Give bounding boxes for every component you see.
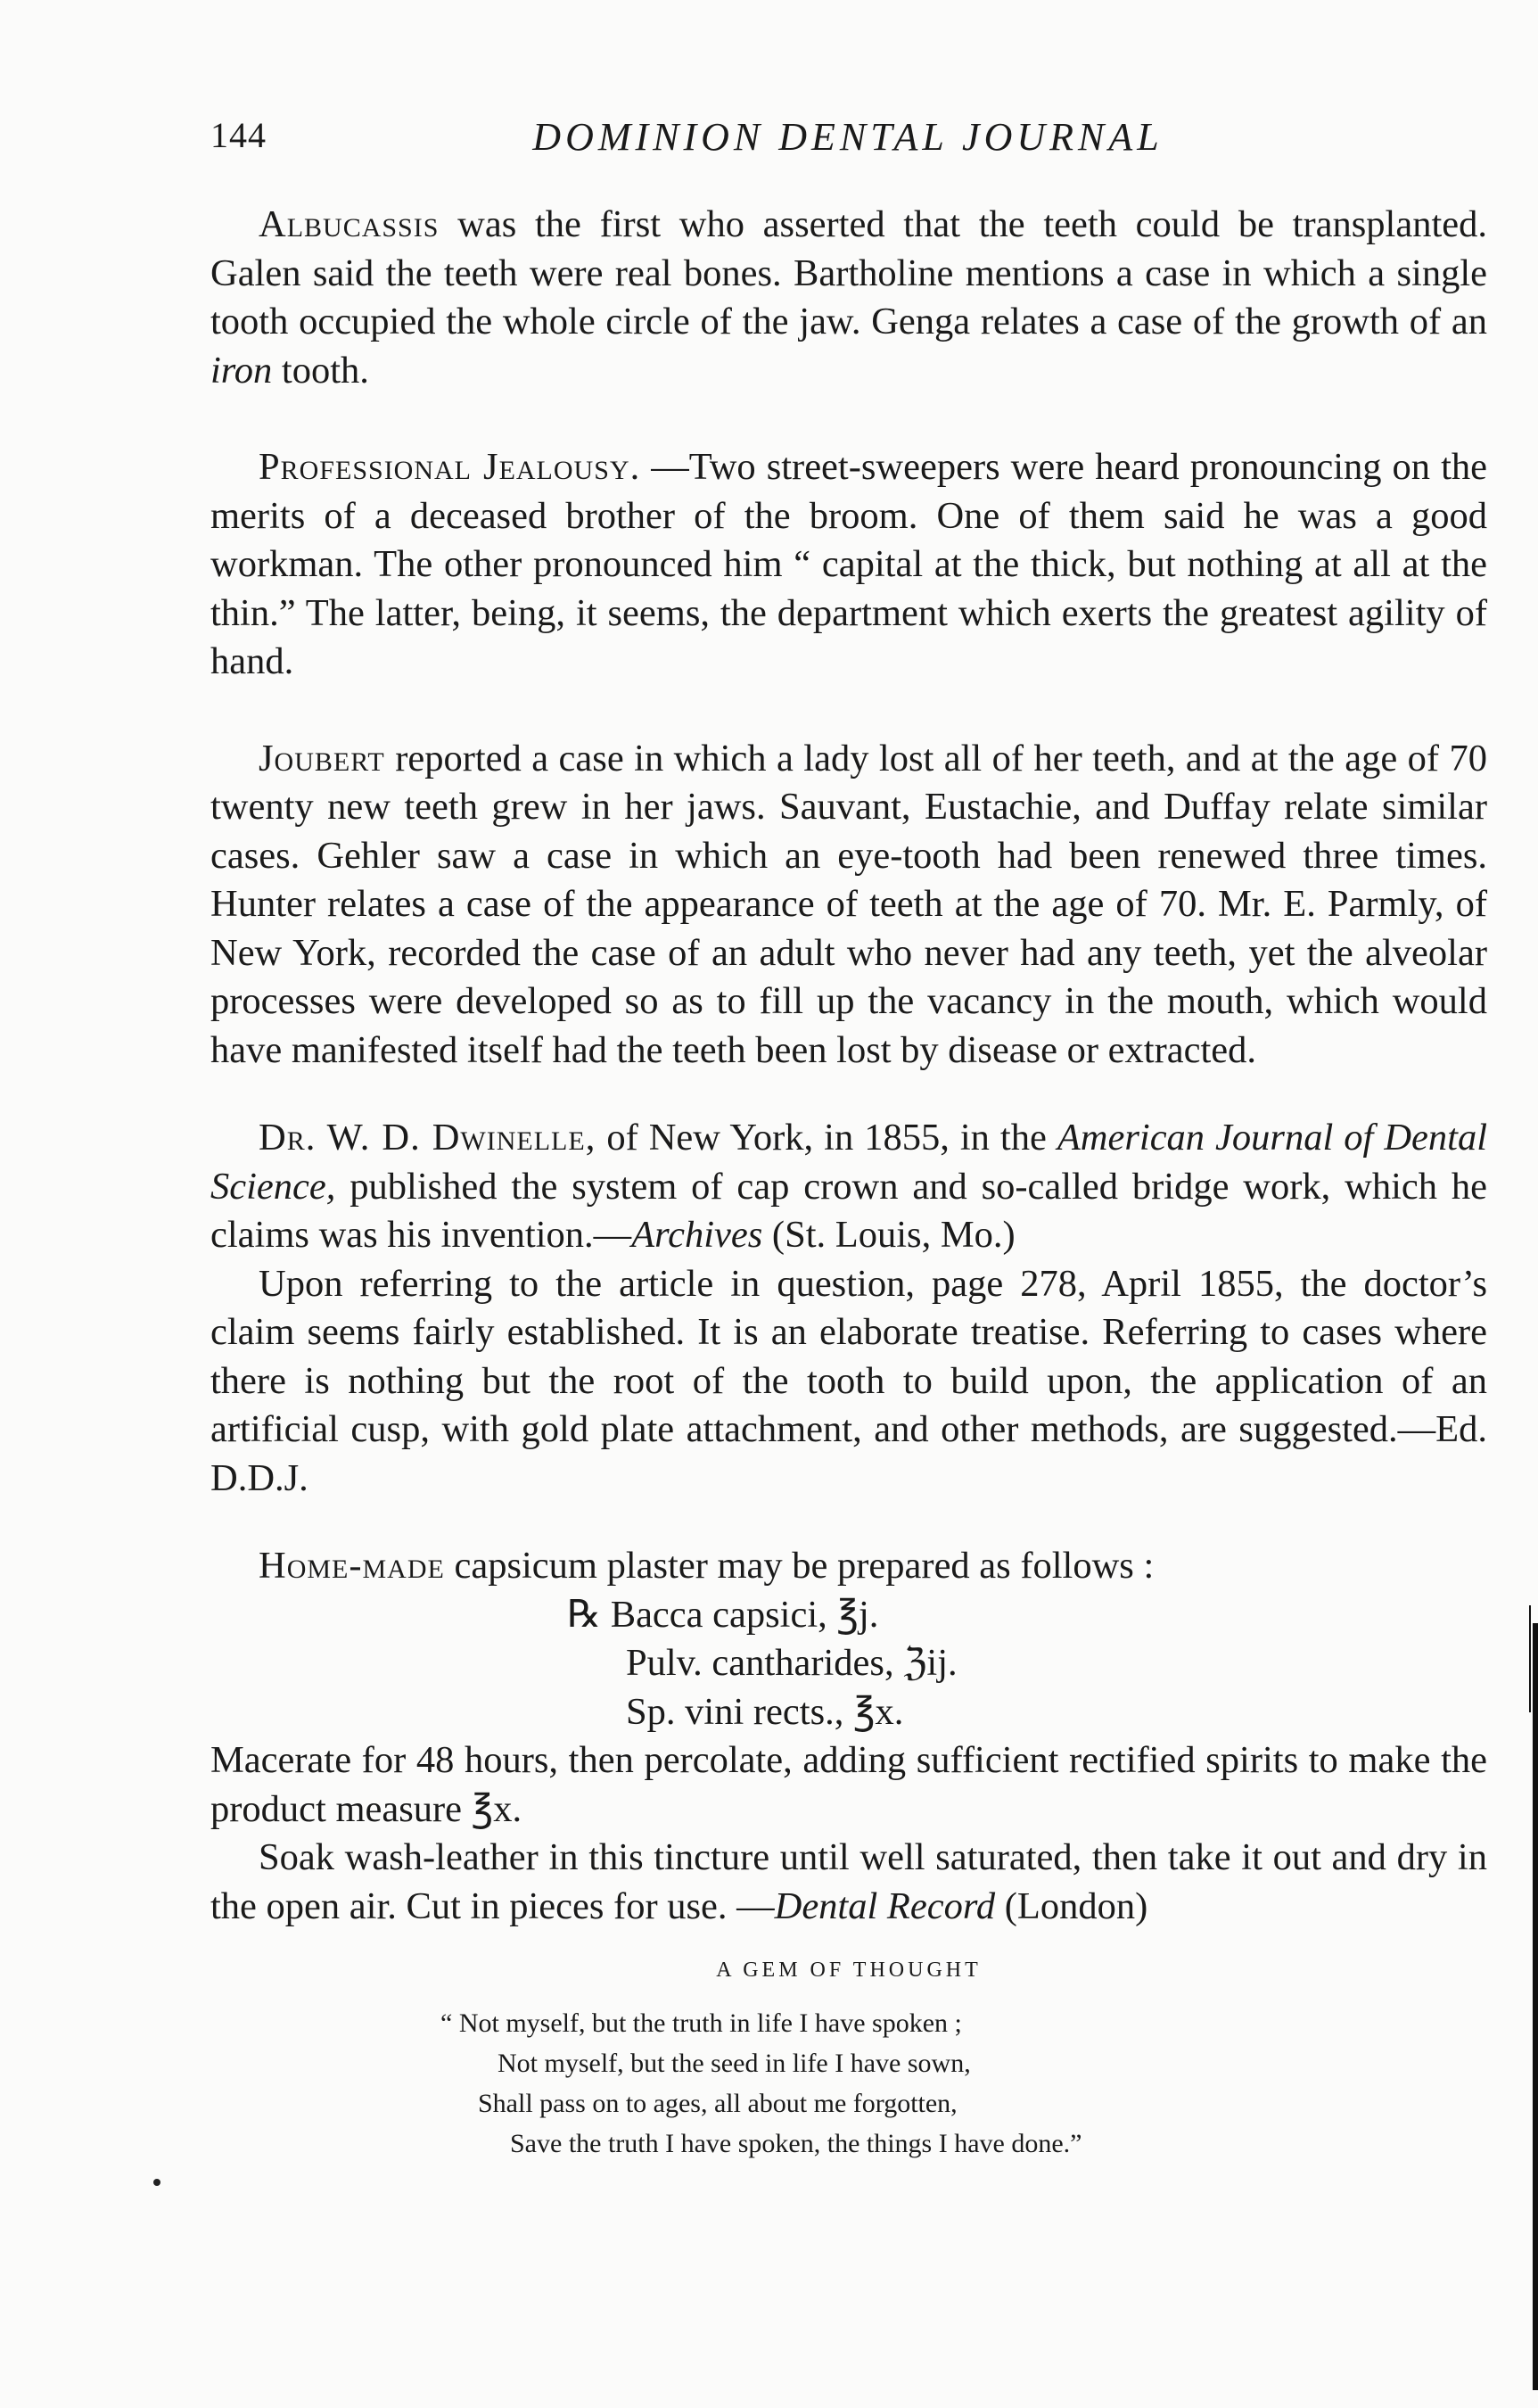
paragraph-text: —Two street-sweepers were heard pronouncing on the merits of a deceased brother of the broom. One of them said he was a good workman. The other pronounced him “ capital at the thick, but nothing at all at the thin.” The latter, being, it seems, the department which exerts the greatest agility of hand. [210, 446, 1487, 682]
poem-line: “ Not myself, but the truth in life I have spoken ; [440, 2008, 962, 2038]
paragraph-referring: Upon referring to the article in question, page 278, April 1855, the doctor’s claim seems fairly established. It is an elaborate treatise. Referring to cases where there is nothing but the root of the tooth to build upon, the application of an artificial cusp, with gold plate attachment, and other methods, are suggested.—Ed. D.D.J. [210, 1262, 1487, 1499]
lead-word: Home-made [259, 1545, 445, 1587]
paragraph-plaster [210, 1542, 1487, 1591]
lead-name: Dr. W. D. Dwinelle, [259, 1117, 596, 1159]
scan-edge-shadow [1533, 1623, 1538, 2390]
scan-edge-line [1529, 1605, 1531, 1712]
paragraph-soak [210, 1834, 1487, 1931]
running-title: DOMINION DENTAL JOURNAL [532, 115, 1164, 159]
paragraph-joubert [210, 735, 1487, 1076]
page-number: 144 [210, 115, 267, 155]
paragraph-dwinelle [210, 1114, 1487, 1260]
lead-heading: Professional Jealousy. [259, 446, 641, 488]
paragraph-macerate: Macerate for 48 hours, then percolate, adding sufficient rectified spirits to make the product measure ℥x. [210, 1739, 1487, 1830]
italic-word: iron [210, 349, 273, 392]
paragraph-professional-jealousy [210, 443, 1487, 687]
paragraph-text: of New York, in 1855, in the [596, 1117, 1057, 1159]
article-body [210, 201, 1487, 2164]
paragraph-text: (London) [995, 1884, 1148, 1927]
paragraph-text: published the system of cap crown and so-called bridge work, which he claims was his invention.— [210, 1165, 1487, 1256]
paragraph-text: capsicum plaster may be prepared as follows : [444, 1545, 1155, 1587]
journal-title: American Journal of Dental Science, [210, 1117, 1488, 1208]
paragraph-text: (St. Louis, Mo.) [762, 1214, 1016, 1256]
lead-word: Albucassis [259, 203, 440, 245]
scan-speck [153, 2179, 160, 2186]
source-title: Archives [631, 1214, 763, 1256]
spacer [210, 395, 1487, 443]
recipe-item: ℞ Bacca capsici, ℥j. [567, 1593, 879, 1636]
source-title: Dental Record [774, 1884, 996, 1927]
recipe-item: Sp. vini rects., ℥x. [626, 1690, 904, 1733]
poem-title: A GEM OF THOUGHT [716, 1959, 982, 1982]
recipe-item: Pulv. cantharides, ℨij. [626, 1642, 958, 1684]
paragraph-text: tooth. [272, 349, 369, 392]
spacer [210, 1075, 1487, 1114]
page-header [210, 114, 1485, 168]
spacer [210, 687, 1487, 735]
lead-word: Joubert [259, 737, 385, 779]
poem-line: Not myself, but the seed in life I have sown, [498, 2049, 971, 2078]
paragraph-albucassis [210, 201, 1487, 395]
poem [210, 1950, 1487, 2164]
paragraph-text: was the first who asserted that the teeth could be transplanted. Galen said the teeth were real bones. Bartholine mentions a case in which a single tooth occupied the whole circle of the jaw. Genga relates a case of the growth of an [210, 203, 1487, 342]
poem-line: Save the truth I have spoken, the things I have done.” [510, 2129, 1082, 2158]
poem-line: Shall pass on to ages, all about me forgotten, [478, 2089, 958, 2118]
spacer [210, 1503, 1487, 1542]
paragraph-text: reported a case in which a lady lost all of her teeth, and at the age of 70 twenty new teeth grew in her jaws. Sauvant, Eustachie, and Duffay relate similar cases. Gehler saw a case in which an eye-tooth had been renewed three times. Hunter relates a case of the appearance of teeth at the age of 70. Mr. E. Parmly, of New York, recorded the case of an adult who never had any teeth, yet the alveolar processes were developed so as to fill up the vacancy in the mouth, which would have manifested itself had the teeth been lost by disease or extracted. [210, 737, 1487, 1071]
recipe-list [210, 1591, 1487, 1737]
paragraph-text: Soak wash-leather in this tincture until well saturated, then take it out and dry in the open air. Cut in pieces for use. — [210, 1836, 1487, 1927]
